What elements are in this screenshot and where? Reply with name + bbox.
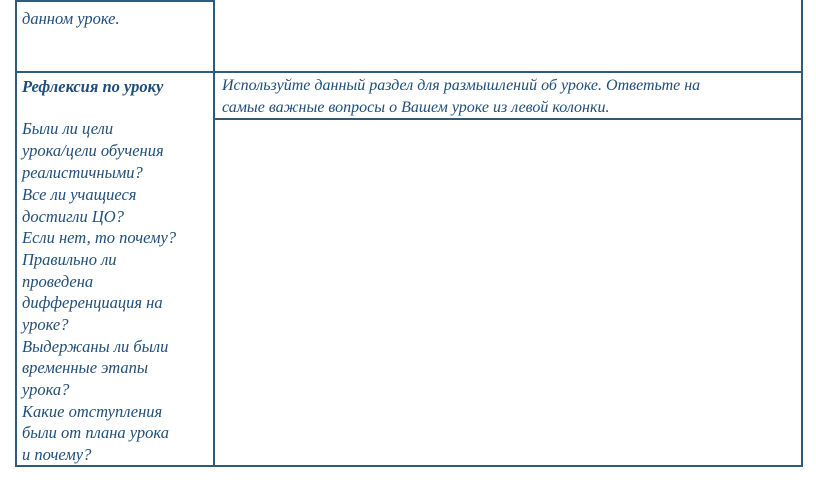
question-line: урока/цели обучения — [22, 141, 164, 160]
reflection-answer-cell[interactable] — [215, 120, 801, 465]
reflection-heading: Рефлексия по уроку — [22, 77, 164, 96]
row-divider — [15, 71, 803, 73]
question-line: Если нет, то почему? — [22, 228, 177, 247]
question-line: проведена — [22, 272, 94, 291]
question-line: дифференциация на — [22, 293, 163, 312]
instruction-line: Используйте данный раздел для размышлений об уроке. Ответьте на — [222, 77, 701, 94]
question-line: реалистичными? — [22, 163, 143, 182]
top-left-cell-text: данном уроке. — [22, 9, 120, 28]
question-line: уроке? — [22, 315, 69, 334]
question-line: временные этапы — [22, 358, 149, 377]
table-border-bottom — [15, 465, 803, 467]
instruction-line: самые важные вопросы о Вашем уроке из левой колонки. — [222, 99, 610, 116]
question-line: урока? — [22, 380, 70, 399]
question-line: и почему? — [22, 445, 92, 464]
question-line: были от плана урока — [22, 423, 169, 442]
question-line: Выдержаны ли были — [22, 337, 169, 356]
question-line: Все ли учащиеся — [22, 185, 137, 204]
table-border-top-left — [15, 0, 215, 2]
question-line: достигли ЦО? — [22, 207, 124, 226]
question-line: Были ли цели — [22, 119, 114, 138]
question-line: Какие отступления — [22, 402, 163, 421]
question-line: Правильно ли — [22, 250, 117, 269]
